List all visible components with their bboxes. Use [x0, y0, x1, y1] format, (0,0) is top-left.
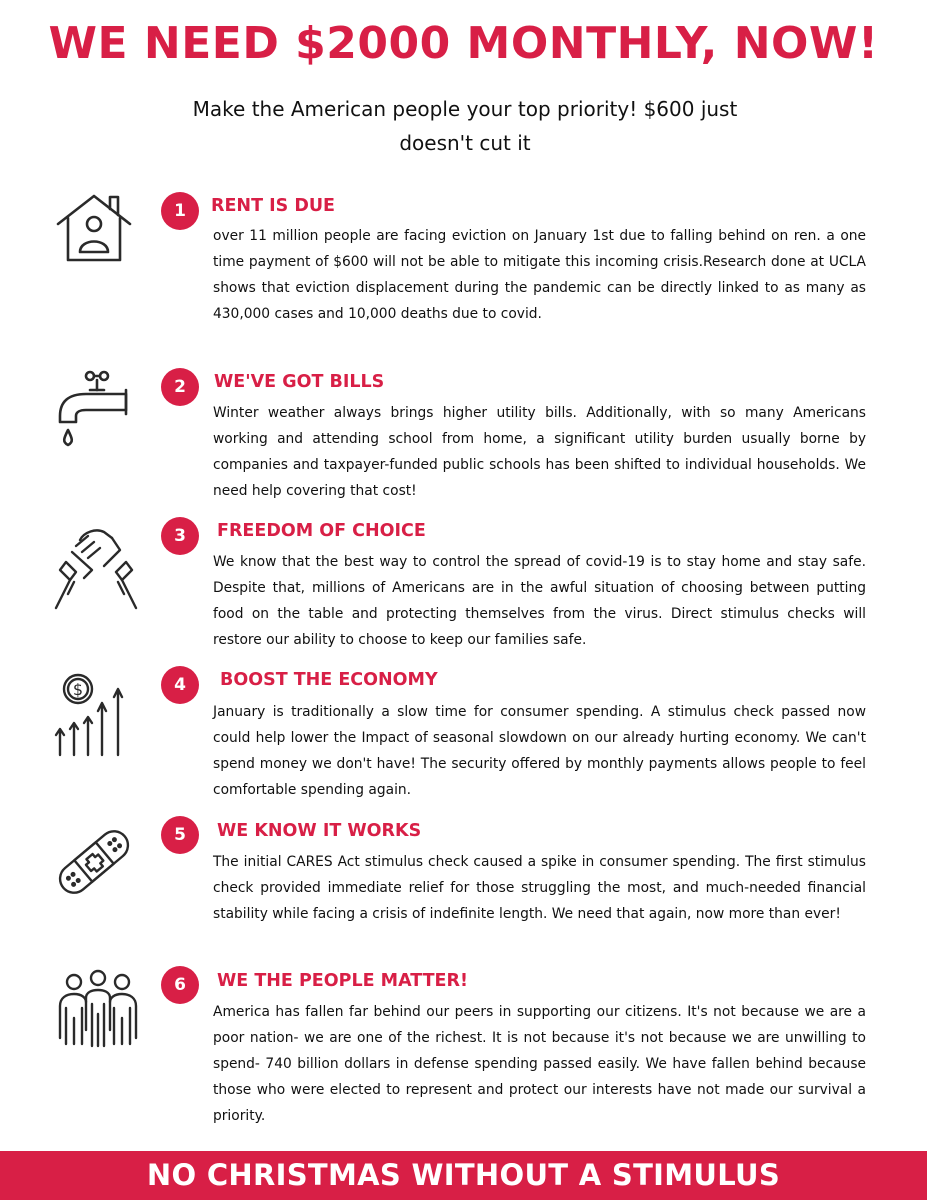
item-heading: WE THE PEOPLE MATTER!	[217, 971, 468, 991]
handshake-icon	[52, 522, 140, 610]
item-number-badge: 4	[161, 666, 199, 704]
dollar-growth-icon	[52, 671, 136, 761]
item-body: January is traditionally a slow time for consumer spending. A stimulus check passed now could help lower the Impact of seasonal slowdown on our already hurting economy. We can't spend money we don't have! The security offered by monthly payments allows people to feel comfortable spending again.	[213, 704, 866, 798]
faucet-icon	[52, 368, 136, 452]
item-heading: RENT IS DUE	[211, 196, 336, 216]
item-body: America has fallen far behind our peers in supporting our citizens. It's not because we are a poor nation- we are one of the richest. It is not because it's not because we are unwilling to spend- 740 billion dollars in defense spending passed easily. We have fallen behind because those who were elected to represent and protect our interests have not made our survival a priority.	[213, 1004, 866, 1124]
item-body: over 11 million people are facing eviction on January 1st due to falling behind on ren. a one time payment of $600 will not be able to mitigate this incoming crisis.Research done at UCLA shows that eviction displacement during the pandemic can be directly linked to as many as 430,000 cases and 10,000 deaths due to covid.	[213, 228, 866, 322]
item-body: We know that the best way to control the spread of covid-19 is to stay home and stay safe. Despite that, millions of Americans are in the awful situation of choosing between putting food on the table and protecting themselves from the virus. Direct stimulus checks will restore our ability to choose to keep our families safe.	[213, 554, 866, 648]
footer-banner-text: NO CHRISTMAS WITHOUT A STIMULUS	[146, 1158, 781, 1192]
item-body: Winter weather always brings higher utility bills. Additionally, with so many Americans working and attending school from home, a significant utility burden usually borne by companies and taxpayer-funded public schools has been shifted to individual households. We need help covering that cost!	[213, 405, 866, 499]
item-number-badge: 6	[161, 966, 199, 1004]
footer-banner	[0, 1151, 927, 1200]
item-number-badge: 5	[161, 816, 199, 854]
item-number-badge: 2	[161, 368, 199, 406]
svg-text:$: $	[72, 680, 84, 699]
item-heading: WE'VE GOT BILLS	[214, 372, 385, 392]
item-number-badge: 3	[161, 517, 199, 555]
item-number-badge: 1	[161, 192, 199, 230]
item-heading: WE KNOW IT WORKS	[217, 821, 422, 841]
bandage-icon	[52, 820, 136, 904]
people-group-icon	[52, 968, 144, 1052]
house-person-icon	[52, 190, 136, 274]
item-heading: FREEDOM OF CHOICE	[217, 521, 426, 541]
item-body: The initial CARES Act stimulus check caused a spike in consumer spending. The first stimulus check provided immediate relief for those struggling the most, and much-needed financial stability while facing a crisis of indefinite length. We need that again, now more than ever!	[213, 854, 866, 922]
page-title: WE NEED $2000 MONTHLY, NOW!	[48, 18, 879, 69]
page-subtitle: Make the American people your top priority! $600 just doesn't cut it	[192, 97, 738, 155]
item-heading: BOOST THE ECONOMY	[220, 670, 438, 690]
